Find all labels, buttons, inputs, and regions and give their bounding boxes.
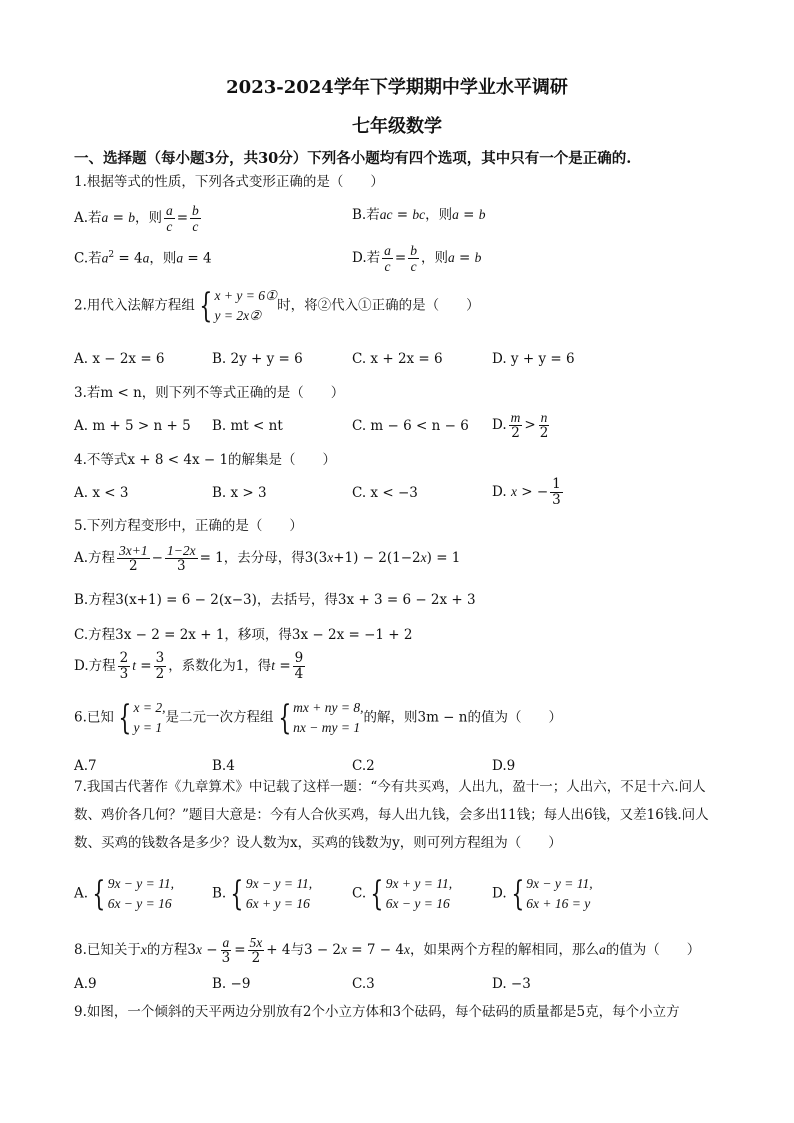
q4-option-d: D. x > − $\frac{1}{3}$ [492,476,561,508]
q2-system-brace: { x + y = 6① y = 2x② [199,286,278,326]
q5-option-a: A.方程 $\frac{3x+1}{2}$ − $\frac{1-2x}{3}$ = 1，去分母，得3(3x+1) − 2(1−2x) = 1 [74,543,461,574]
q4-stem: 4.不等式x + 8 < 4x − 1的解集是（ ） [74,452,337,468]
q3-option-c: C. m − 6 < n − 6 [352,418,469,434]
q4-option-b: B. x > 3 [212,485,267,501]
q3-option-b: B. mt < nt [212,418,283,434]
q2-stem: 2.用代入法解方程组 { x + y = 6① y = 2x② 时，将②代入①正确的是（ ） [74,286,480,326]
q7-option-d: D. { 9x − y = 11, 6x + 16 = y [492,874,593,914]
q5-option-b: B.方程3(x+1) = 6 − 2(x−3)，去括号，得3x + 3 = 6 − 2x + 3 [74,592,476,608]
q6-stem: 6.已知 { x = 2, y = 1 是二元一次方程组 { mx + ny = 8, nx − my = 1 的解，则3m − n的值为（ ） [74,698,562,738]
q1-option-d: D.若 $\frac{a}{c}$ = $\frac{b}{c}$ ，则a = b [352,243,482,274]
q7-option-b: B. { 9x − y = 11, 6x + y = 16 [212,874,313,914]
section-heading: 一、选择题（每小题3分，共30分）下列各小题均有四个选项，其中只有一个是正确的. [74,150,632,167]
q8-option-d: D. −3 [492,976,531,992]
q5-stem: 5.下列方程变形中，正确的是（ ） [74,518,303,534]
q8-stem: 8.已知关于x的方程3x − $\frac{a}{3}$ = $\frac{5x}{2}$ + 4与3 − 2x = 7 − 4x，如果两个方程的解相同，那么a的值为（ ） [74,935,701,966]
page-title: 2023-2024学年下学期期中学业水平调研 [226,77,568,98]
q5-option-c: C.方程3x − 2 = 2x + 1，移项，得3x − 2x = −1 + 2 [74,627,413,643]
q7-stem: 7.我国古代著作《九章算术》中记载了这样一题：“今有共买鸡，人出九，盈十一；人出六，不足十六.问人数、鸡价各几何？”题目大意是：今有人合伙买鸡，每人出九钱，会多出11钱；每人出6钱，又差16钱.问人数、买鸡的钱数各是多少？设人数为x，买鸡的钱数为y，则可列方程组为（ ） [74,779,709,851]
q3-option-a: A. m + 5 > n + 5 [74,418,191,434]
q2-eq2: y = 2x② [214,308,262,323]
q5-option-d: D.方程 $\frac{2}{3}$ t = $\frac{3}{2}$ ，系数化为1，得t = $\frac{9}{4}$ [74,650,304,682]
q9-stem: 9.如图，一个倾斜的天平两边分别放有2个小立方体和3个砝码，每个砝码的质量都是5克，每个小立方 [74,1004,680,1020]
q7-option-a: A. { 9x − y = 11, 6x − y = 16 [74,874,175,914]
page-subtitle: 七年级数学 [352,116,442,137]
q1-stem: 1.根据等式的性质，下列各式变形正确的是（ ） [74,174,384,190]
q1-option-b: B.若ac = bc，则a = b [352,207,486,223]
q1-option-a: A.若a = b，则 $\frac{a}{c}$ = $\frac{b}{c}$ [74,203,199,234]
q6-option-a: A.7 [74,758,97,774]
q2-option-b: B. 2y + y = 6 [212,351,303,367]
q1-option-c: C.若$a^2 = 4a$，则a = 4 [74,250,212,267]
q8-option-a: A.9 [74,976,97,992]
q2-option-d: D. y + y = 6 [492,351,575,367]
q6-system-brace: { mx + ny = 8, nx − my = 1 [277,698,364,738]
q8-option-c: C.3 [352,976,375,992]
q6-solution-brace: { x = 2, y = 1 [118,698,166,738]
q6-option-b: B.4 [212,758,235,774]
q4-option-a: A. x < 3 [74,485,129,501]
q8-option-b: B. −9 [212,976,251,992]
q3-stem: 3.若m < n，则下列不等式正确的是（ ） [74,385,345,401]
q2-option-c: C. x + 2x = 6 [352,351,443,367]
q7-option-c: C. { 9x + y = 11, 6x − y = 16 [352,874,453,914]
q6-option-c: C.2 [352,758,375,774]
q6-option-d: D.9 [492,758,516,774]
q4-option-c: C. x < −3 [352,485,418,501]
q3-option-d: D. $\frac{m}{2}$ > $\frac{n}{2}$ [492,410,549,441]
q2-eq1: x + y = 6① [214,288,278,303]
q2-option-a: A. x − 2x = 6 [74,351,165,367]
